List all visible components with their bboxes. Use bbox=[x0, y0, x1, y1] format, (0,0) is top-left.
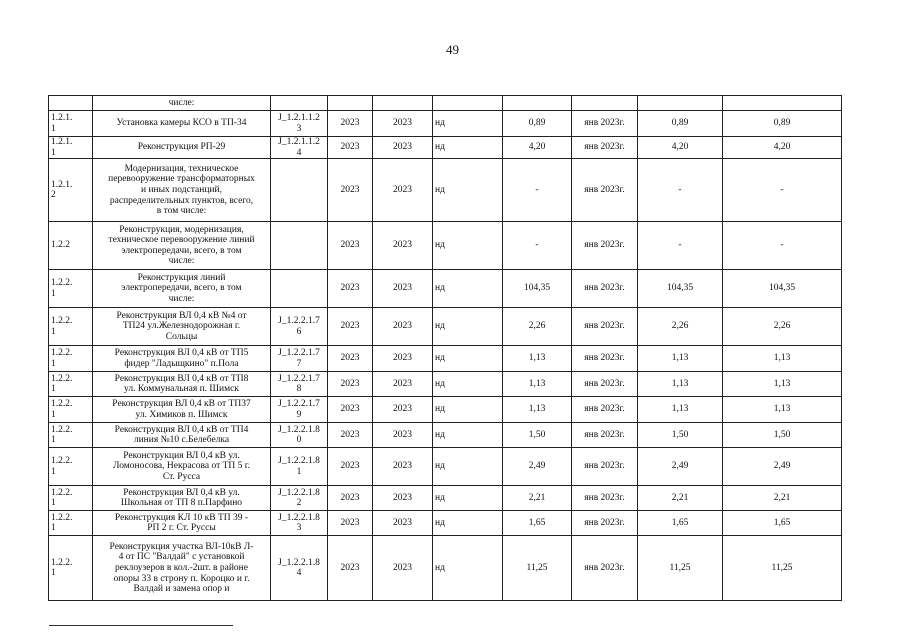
row-value-2: 11,25 bbox=[638, 536, 723, 601]
row-number: 1.2.1. 1 bbox=[49, 111, 93, 137]
row-name: Реконструкция ВЛ 0,4 кВ от ТП8 ул. Коммунальная п. Шимск bbox=[93, 372, 271, 397]
row-year-end: 2023 bbox=[373, 372, 433, 397]
row-name: числе: bbox=[93, 96, 271, 111]
table-row bbox=[49, 346, 842, 372]
row-number: 1.2.2. 1 bbox=[49, 448, 93, 486]
row-number: 1.2.2 bbox=[49, 222, 93, 270]
row-number: 1.2.1. 1 bbox=[49, 137, 93, 159]
row-date: янв 2023г. bbox=[572, 159, 638, 222]
row-number: 1.2.2. 1 bbox=[49, 536, 93, 601]
row-number: 1.2.2. 1 bbox=[49, 308, 93, 346]
row-code: J_1.2.2.1.7 9 bbox=[271, 397, 328, 423]
row-name: Реконструкция ВЛ 0,4 кВ ул. Школьная от ТП 8 п.Парфино bbox=[93, 486, 271, 511]
row-name: Реконструкция ВЛ 0,4 кВ от ТП4 линия №10 с.Белебелка bbox=[93, 423, 271, 448]
row-value-1: 1,13 bbox=[503, 372, 572, 397]
row-value-1 bbox=[503, 96, 572, 111]
row-year-start: 2023 bbox=[328, 448, 373, 486]
row-value-1: 1,13 bbox=[503, 397, 572, 423]
row-year-end: 2023 bbox=[373, 486, 433, 511]
table-row bbox=[49, 536, 842, 601]
row-source bbox=[433, 96, 503, 111]
row-source: нд bbox=[433, 308, 503, 346]
row-year-end: 2023 bbox=[373, 222, 433, 270]
table-row bbox=[49, 96, 842, 111]
row-date: янв 2023г. bbox=[572, 137, 638, 159]
row-year-start: 2023 bbox=[328, 372, 373, 397]
row-name: Реконструкция РП-29 bbox=[93, 137, 271, 159]
row-code: J_1.2.1.1.2 3 bbox=[271, 111, 328, 137]
row-date: янв 2023г. bbox=[572, 423, 638, 448]
row-date: янв 2023г. bbox=[572, 222, 638, 270]
row-year-end: 2023 bbox=[373, 308, 433, 346]
row-number: 1.2.2. 1 bbox=[49, 423, 93, 448]
row-year-start bbox=[328, 96, 373, 111]
row-year-end: 2023 bbox=[373, 536, 433, 601]
row-code: J_1.2.2.1.7 7 bbox=[271, 346, 328, 372]
row-source: нд bbox=[433, 397, 503, 423]
row-value-3: 104,35 bbox=[723, 270, 842, 308]
row-value-2: 104,35 bbox=[638, 270, 723, 308]
row-code bbox=[271, 96, 328, 111]
row-year-start: 2023 bbox=[328, 159, 373, 222]
row-number: 1.2.2. 1 bbox=[49, 270, 93, 308]
row-source: нд bbox=[433, 137, 503, 159]
row-code: J_1.2.2.1.7 6 bbox=[271, 308, 328, 346]
row-date: янв 2023г. bbox=[572, 536, 638, 601]
table-row bbox=[49, 448, 842, 486]
row-value-2: 1,13 bbox=[638, 372, 723, 397]
row-value-3: - bbox=[723, 222, 842, 270]
row-source: нд bbox=[433, 511, 503, 536]
row-code bbox=[271, 270, 328, 308]
row-name: Реконструкция ВЛ 0,4 кВ ул. Ломоносова, Некрасова от ТП 5 г. Ст. Русса bbox=[93, 448, 271, 486]
row-year-end: 2023 bbox=[373, 111, 433, 137]
row-source: нд bbox=[433, 486, 503, 511]
row-year-end: 2023 bbox=[373, 397, 433, 423]
row-value-1: 104,35 bbox=[503, 270, 572, 308]
row-number: 1.2.1. 2 bbox=[49, 159, 93, 222]
footnote-rule bbox=[49, 625, 233, 626]
row-value-3: 2,26 bbox=[723, 308, 842, 346]
row-value-2: 1,50 bbox=[638, 423, 723, 448]
row-value-2: 4,20 bbox=[638, 137, 723, 159]
row-name: Реконструкция участка ВЛ-10кВ Л- 4 от ПС "Валдай" с установкой реклоузеров в кол.-2шт. в районе опоры 33 в строну п. Короцко и г. Валдай и замена опор и bbox=[93, 536, 271, 601]
row-number: 1.2.2. 1 bbox=[49, 346, 93, 372]
table-row bbox=[49, 159, 842, 222]
row-date: янв 2023г. bbox=[572, 511, 638, 536]
table-row bbox=[49, 397, 842, 423]
row-number: 1.2.2. 1 bbox=[49, 486, 93, 511]
row-year-start: 2023 bbox=[328, 486, 373, 511]
table-row bbox=[49, 372, 842, 397]
row-value-2: 2,26 bbox=[638, 308, 723, 346]
row-value-3: 1,50 bbox=[723, 423, 842, 448]
row-code: J_1.2.1.1.2 4 bbox=[271, 137, 328, 159]
row-code: J_1.2.2.1.7 8 bbox=[271, 372, 328, 397]
row-value-3: 11,25 bbox=[723, 536, 842, 601]
row-year-start: 2023 bbox=[328, 397, 373, 423]
row-year-end: 2023 bbox=[373, 159, 433, 222]
row-value-2: - bbox=[638, 159, 723, 222]
row-value-1: 11,25 bbox=[503, 536, 572, 601]
row-name: Модернизация, техническое перевооружение трансформаторных и иных подстанций, распределительных пунктов, всего, в том числе: bbox=[93, 159, 271, 222]
row-value-1: 2,26 bbox=[503, 308, 572, 346]
row-source: нд bbox=[433, 346, 503, 372]
row-year-end: 2023 bbox=[373, 448, 433, 486]
table-row bbox=[49, 111, 842, 137]
table-row bbox=[49, 423, 842, 448]
table-row bbox=[49, 511, 842, 536]
row-source: нд bbox=[433, 159, 503, 222]
row-value-3: 1,65 bbox=[723, 511, 842, 536]
row-year-end: 2023 bbox=[373, 270, 433, 308]
row-value-1: 2,21 bbox=[503, 486, 572, 511]
row-date: янв 2023г. bbox=[572, 486, 638, 511]
row-value-3: 2,21 bbox=[723, 486, 842, 511]
row-code: J_1.2.2.1.8 2 bbox=[271, 486, 328, 511]
row-date: янв 2023г. bbox=[572, 346, 638, 372]
row-year-start: 2023 bbox=[328, 111, 373, 137]
row-code: J_1.2.2.1.8 3 bbox=[271, 511, 328, 536]
row-value-1: - bbox=[503, 222, 572, 270]
row-date: янв 2023г. bbox=[572, 448, 638, 486]
row-name: Реконструкция ВЛ 0,4 кВ от ТП37 ул. Химиков п. Шимск bbox=[93, 397, 271, 423]
row-date: янв 2023г. bbox=[572, 270, 638, 308]
row-code bbox=[271, 222, 328, 270]
row-value-1: - bbox=[503, 159, 572, 222]
row-date: янв 2023г. bbox=[572, 308, 638, 346]
row-number: 1.2.2. 1 bbox=[49, 511, 93, 536]
row-year-start: 2023 bbox=[328, 346, 373, 372]
row-number: 1.2.2. 1 bbox=[49, 372, 93, 397]
table-row bbox=[49, 486, 842, 511]
row-value-2 bbox=[638, 96, 723, 111]
row-year-end bbox=[373, 96, 433, 111]
row-name: Установка камеры КСО в ТП-34 bbox=[93, 111, 271, 137]
row-value-3: 2,49 bbox=[723, 448, 842, 486]
row-value-3: 1,13 bbox=[723, 372, 842, 397]
row-code: J_1.2.2.1.8 1 bbox=[271, 448, 328, 486]
row-date bbox=[572, 96, 638, 111]
row-source: нд bbox=[433, 448, 503, 486]
row-year-start: 2023 bbox=[328, 423, 373, 448]
row-source: нд bbox=[433, 372, 503, 397]
row-year-end: 2023 bbox=[373, 346, 433, 372]
row-value-3: 0,89 bbox=[723, 111, 842, 137]
row-code: J_1.2.2.1.8 0 bbox=[271, 423, 328, 448]
row-value-3: - bbox=[723, 159, 842, 222]
row-value-2: 0,89 bbox=[638, 111, 723, 137]
row-name: Реконструкция КЛ 10 кВ ТП 39 - РП 2 г. Ст. Руссы bbox=[93, 511, 271, 536]
row-name: Реконструкция ВЛ 0,4 кВ от ТП5 фидер "Ладыщкино" п.Пола bbox=[93, 346, 271, 372]
row-number: 1.2.2. 1 bbox=[49, 397, 93, 423]
table-row bbox=[49, 270, 842, 308]
row-year-end: 2023 bbox=[373, 137, 433, 159]
investment-table bbox=[48, 95, 842, 601]
row-value-2: 1,65 bbox=[638, 511, 723, 536]
table-row bbox=[49, 137, 842, 159]
table-row bbox=[49, 308, 842, 346]
row-year-start: 2023 bbox=[328, 270, 373, 308]
row-year-start: 2023 bbox=[328, 511, 373, 536]
row-source: нд bbox=[433, 423, 503, 448]
row-value-3: 1,13 bbox=[723, 346, 842, 372]
row-value-2: 1,13 bbox=[638, 397, 723, 423]
row-value-3: 4,20 bbox=[723, 137, 842, 159]
row-value-2: - bbox=[638, 222, 723, 270]
row-year-end: 2023 bbox=[373, 423, 433, 448]
table-row bbox=[49, 222, 842, 270]
row-value-1: 4,20 bbox=[503, 137, 572, 159]
row-date: янв 2023г. bbox=[572, 111, 638, 137]
row-source: нд bbox=[433, 222, 503, 270]
row-value-1: 2,49 bbox=[503, 448, 572, 486]
row-year-start: 2023 bbox=[328, 222, 373, 270]
row-code bbox=[271, 159, 328, 222]
row-date: янв 2023г. bbox=[572, 397, 638, 423]
row-value-1: 1,13 bbox=[503, 346, 572, 372]
row-value-1: 1,50 bbox=[503, 423, 572, 448]
row-year-end: 2023 bbox=[373, 511, 433, 536]
row-year-start: 2023 bbox=[328, 536, 373, 601]
row-date: янв 2023г. bbox=[572, 372, 638, 397]
row-name: Реконструкция линий электропередачи, всего, в том числе: bbox=[93, 270, 271, 308]
page-number: 49 bbox=[446, 42, 459, 57]
row-name: Реконструкция ВЛ 0,4 кВ №4 от ТП24 ул.Железнодорожная г. Сольцы bbox=[93, 308, 271, 346]
row-value-2: 1,13 bbox=[638, 346, 723, 372]
row-value-3: 1,13 bbox=[723, 397, 842, 423]
row-value-2: 2,21 bbox=[638, 486, 723, 511]
row-name: Реконструкция, модернизация, техническое перевооружение линий электропередачи, всего, в том числе: bbox=[93, 222, 271, 270]
row-year-start: 2023 bbox=[328, 137, 373, 159]
row-source: нд bbox=[433, 111, 503, 137]
row-value-1: 0,89 bbox=[503, 111, 572, 137]
row-value-2: 2,49 bbox=[638, 448, 723, 486]
row-value-1: 1,65 bbox=[503, 511, 572, 536]
row-number bbox=[49, 96, 93, 111]
row-year-start: 2023 bbox=[328, 308, 373, 346]
row-value-3 bbox=[723, 96, 842, 111]
row-source: нд bbox=[433, 270, 503, 308]
row-code: J_1.2.2.1.8 4 bbox=[271, 536, 328, 601]
row-source: нд bbox=[433, 536, 503, 601]
